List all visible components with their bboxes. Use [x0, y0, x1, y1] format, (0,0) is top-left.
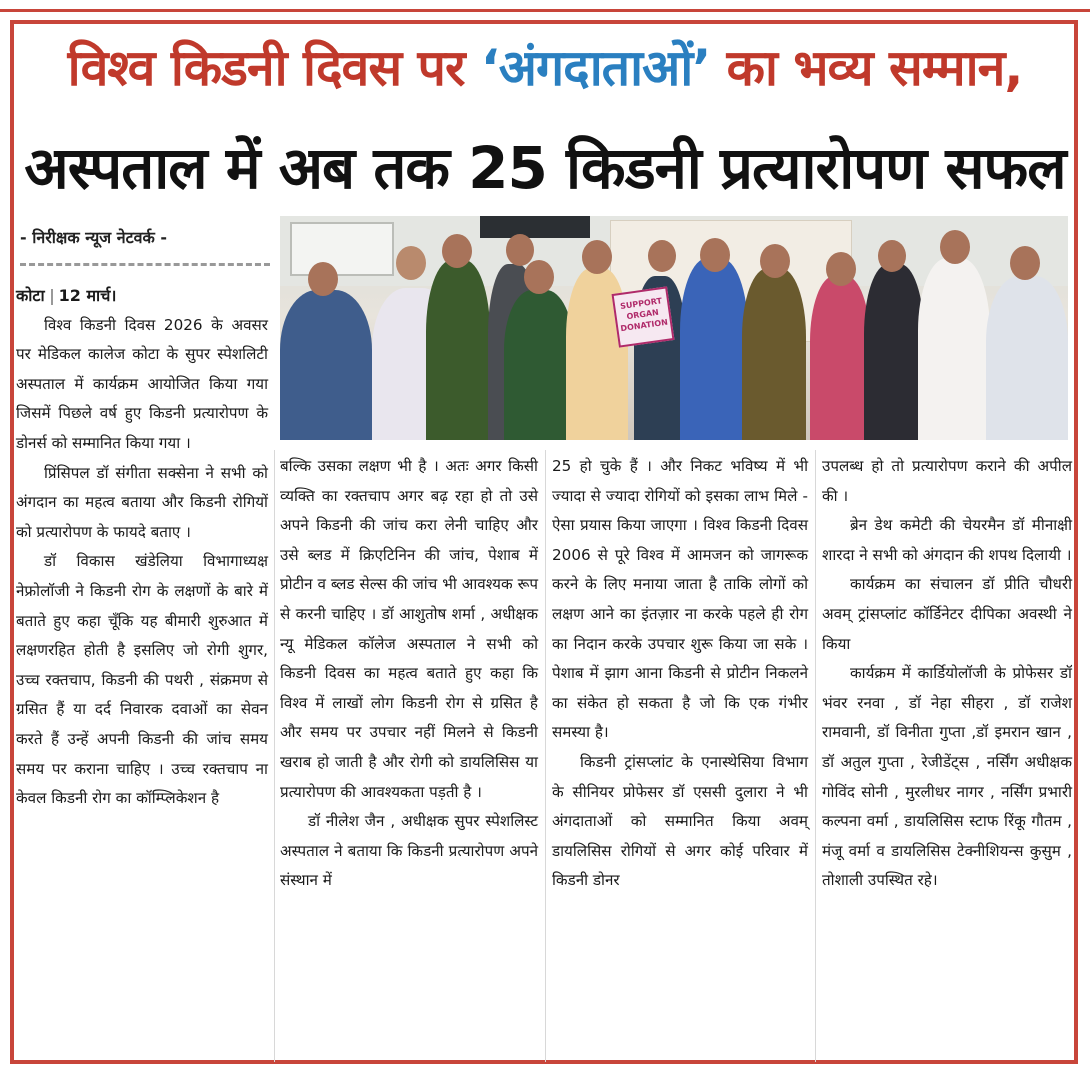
- photo-person: [986, 276, 1068, 440]
- photo-person: [864, 264, 924, 440]
- dateline-city: कोटा: [16, 286, 45, 305]
- paragraph: 25 हो चुके हैं । और निकट भविष्य में भी ज्यादा से ज्यादा रोगियों को इसका लाभ मिले - ऐसा प्रयास किया जाएगा । विश्व किडनी दिवस 2006 से पूरे विश्व में आमजन को जागरूक करने के लिए मनाया जाता है ताकि लोगों को लक्षण आने का इंतज़ार ना करके पहले ही रोग का निदान करके उपचार शुरू किया जा सके । पेशाब में झाग आना किडनी से प्रोटीन निकलने का संकेत हो सकता है जो कि एक गंभीर समस्या है।: [552, 457, 808, 742]
- photo-person-head: [524, 260, 554, 294]
- dateline-separator: [51, 289, 53, 305]
- photo-person-head: [700, 238, 730, 272]
- event-photo: [280, 216, 1068, 440]
- photo-person: [426, 260, 490, 440]
- column-divider: [545, 450, 546, 1062]
- photo-person-head: [442, 234, 472, 268]
- photo-person: [742, 268, 806, 440]
- photo-person-head: [878, 240, 906, 272]
- headline-line-1: [18, 32, 1072, 100]
- article-column-2: [280, 452, 538, 896]
- photo-person-head: [506, 234, 534, 266]
- paragraph: कार्यक्रम का संचालन डॉ प्रीति चौधरी अवम् ट्रांसप्लांट कॉर्डिनेटर दीपिका अवस्थी ने किया: [822, 575, 1072, 653]
- byline-divider: [20, 263, 270, 266]
- photo-person-head: [1010, 246, 1040, 280]
- headline-part-after: का भव्य सम्मान,: [710, 39, 1023, 97]
- headline-line-2: अस्पताल में अब तक 25 किडनी प्रत्यारोपण सफल: [24, 134, 1066, 202]
- article-column-1: [16, 281, 268, 814]
- photo-tv: [480, 216, 590, 238]
- photo-person-head: [648, 240, 676, 272]
- article-column-4: [822, 452, 1072, 896]
- dateline-date: 12 मार्च।: [58, 286, 117, 305]
- top-border-strip: [0, 0, 1090, 12]
- paragraph: विश्व किडनी दिवस 2026 के अवसर पर मेडिकल कालेज कोटा के सुपर स्पेशलिटी अस्पताल में कार्यक्रम आयोजित किया गया जिसमें पिछले वर्ष हुए किडनी प्रत्यारोपण के डोनर्स को सम्मानित किया गया ।: [16, 315, 268, 452]
- byline: - निरीक्षक न्यूज नेटवर्क -: [20, 228, 168, 247]
- dateline: [16, 281, 268, 311]
- photo-person: [918, 258, 990, 440]
- paragraph: बल्कि उसका लक्षण भी है । अतः अगर किसी व्यक्ति का रक्तचाप अगर बढ़ रहा हो तो उसे अपने किडनी की जांच करा लेनी चाहिए और उसे ब्लड में क्रिएटिनिन की जांच, पेशाब में प्रोटीन व ब्लड सेल्स की जांच भी आवश्यक रूप से करनी चाहिए । डॉ आशुतोष शर्मा , अधीक्षक न्यू मेडिकल कॉलेज अस्पताल ने सभी को किडनी दिवस का महत्व बताते हुए कहा कि विश्व में लाखों लोग किडनी रोग से ग्रसित है और समय पर उपचार नहीं मिलने से किडनी खराब हो जाती है और रोगी को डायलिसिस या प्रत्यारोपण की आवश्यकता पड़ती है ।: [280, 457, 538, 801]
- photo-window: [290, 222, 394, 276]
- paragraph: कार्यक्रम में कार्डियोलॉजी के प्रोफेसर डॉ भंवर रनवा , डॉ नेहा सीहरा , डॉ राजेश रामवानी, डॉ विनीता गुप्ता ,डॉ इमरान खान , डॉ अतुल गुप्ता , रेजीडेंट्स , नर्सिंग अधीक्षक गोविंद सोनी , मुरलीधर नागर , नर्सिंग प्रभारी कल्पना वर्मा , डायलिसिस स्टाफ रिंकू गौतम , मंजू वर्मा व डायलिसिस टेक्नीशियन्स कुसुम , तोशाली उपस्थित रहे।: [822, 664, 1072, 890]
- paragraph: डॉ विकास खंडेलिया विभागाध्यक्ष नेफ्रोलॉजी ने किडनी रोग के लक्षणों के बारे में बताते हुए कहा चूँकि यह बीमारी शुरुआत में लक्षणरहित होती है इसलिए जो रोगी शुगर, उच्च रक्तचाप, किडनी की पथरी , संक्रमण से ग्रसित हैं या दर्द निवारक दवाओं का सेवन करते हैं उन्हें अपनी किडनी की जांच समय समय पर कराना चाहिए । उच्च रक्तचाप ना केवल किडनी रोग का कॉम्प्लिकेशन है: [16, 552, 268, 808]
- photo-person: [504, 290, 574, 440]
- paragraph: उपलब्ध हो तो प्रत्यारोपण कराने की अपील की ।: [822, 457, 1072, 505]
- headline-accent-word: ‘अंगदाताओं’: [480, 39, 711, 97]
- column-divider: [815, 450, 816, 1062]
- photo-person-head: [760, 244, 790, 278]
- organ-donation-sign: SUPPORT ORGAN DONATION: [612, 286, 675, 347]
- photo-person: [810, 276, 870, 440]
- paragraph: किडनी ट्रांसप्लांट के एनास्थेसिया विभाग के सीनियर प्रोफेसर डॉ एससी दुलारा ने भी अंगदाताओं को सम्मानित किया अवम् डायलिसिस रोगियों से अगर कोई परिवार में किडनी डोनर: [552, 752, 808, 890]
- photo-person-head: [396, 246, 426, 280]
- paragraph: प्रिंसिपल डॉ संगीता सक्सेना ने सभी को अंगदान का महत्व बताया और किडनी रोगियों को प्रत्यारोपण के फायदे बताए ।: [16, 463, 268, 541]
- photo-person-head: [582, 240, 612, 274]
- photo-person-head: [940, 230, 970, 264]
- column-divider: [274, 450, 275, 1062]
- article-column-3: [552, 452, 808, 896]
- photo-person-head: [826, 252, 856, 286]
- paragraph: ब्रेन डेथ कमेटी की चेयरमैन डॉ मीनाक्षी शारदा ने सभी को अंगदान की शपथ दिलायी ।: [822, 516, 1072, 564]
- photo-person-head: [308, 262, 338, 296]
- photo-person: [280, 290, 372, 440]
- paragraph: डॉ नीलेश जैन , अधीक्षक सुपर स्पेशलिस्ट अस्पताल ने बताया कि किडनी प्रत्यारोपण अपने संस्थान में: [280, 812, 538, 890]
- photo-person: [680, 258, 748, 440]
- headline-part-before: विश्व किडनी दिवस पर: [67, 39, 481, 97]
